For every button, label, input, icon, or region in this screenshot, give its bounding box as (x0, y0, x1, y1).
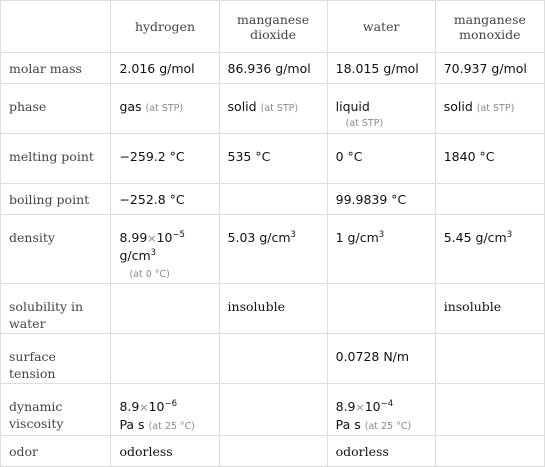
cell-hydrogen-surface-tension (111, 334, 219, 384)
cell-mno2-density (219, 215, 327, 284)
cell-mno2-phase (219, 84, 327, 134)
phase-value: liquid (335, 99, 370, 114)
viscosity-exponent: −6 (164, 399, 177, 409)
cell-mno-density (435, 215, 544, 284)
cell-mno-molar-mass: 70.937 g/mol (435, 53, 544, 84)
viscosity-unit: Pa s (335, 417, 361, 432)
viscosity-mantissa: 8.9 (335, 399, 356, 414)
phase-note: (at STP) (345, 118, 384, 129)
cell-water-viscosity (327, 384, 435, 436)
row-label-melting-point: melting point (1, 134, 111, 184)
column-header-hydrogen: hydrogen (111, 1, 219, 53)
cell-mno-phase (435, 84, 544, 134)
column-header-water: water (327, 1, 435, 53)
density-exponent: −5 (172, 230, 185, 240)
table-row-molar-mass (1, 53, 545, 84)
cell-mno2-boiling-point (219, 184, 327, 215)
row-label-solubility: solubility in water (1, 284, 111, 334)
cell-water-density (327, 215, 435, 284)
cell-mno2-melting-point: 535 °C (219, 134, 327, 184)
cell-water-phase (327, 84, 435, 134)
table-row-boiling-point (1, 184, 545, 215)
cell-mno-solubility: insoluble (435, 284, 544, 334)
table-row-phase (1, 84, 545, 134)
row-label-density: density (1, 215, 111, 284)
density-unit-exponent: 3 (290, 230, 296, 240)
viscosity-note: (at 25 °C) (364, 421, 412, 432)
row-label-odor: odor (1, 436, 111, 467)
row-label-molar-mass: molar mass (1, 53, 111, 84)
density-value: 5.03 g/cm (227, 230, 291, 245)
cell-mno2-solubility: insoluble (219, 284, 327, 334)
table-row-melting-point (1, 134, 545, 184)
corner-cell (1, 1, 111, 53)
cell-hydrogen-density (111, 215, 219, 284)
cell-mno-surface-tension (435, 334, 544, 384)
cell-mno2-viscosity (219, 384, 327, 436)
density-unit-exponent: 3 (378, 230, 385, 240)
cell-hydrogen-melting-point: −259.2 °C (111, 134, 219, 184)
cell-hydrogen-odor: odorless (111, 436, 219, 467)
viscosity-unit: Pa s (119, 417, 145, 432)
viscosity-mantissa: 8.9 (119, 399, 140, 414)
table-row-surface-tension (1, 334, 545, 384)
cell-mno2-surface-tension (219, 334, 327, 384)
cell-water-solubility (327, 284, 435, 334)
cell-hydrogen-phase (111, 84, 219, 134)
column-header-manganese-dioxide: manganese dioxide (219, 1, 327, 53)
density-value: 1 g/cm (335, 230, 379, 245)
cell-hydrogen-solubility (111, 284, 219, 334)
cell-water-odor: odorless (327, 436, 435, 467)
density-base: 10 (156, 230, 173, 245)
table-row-solubility (1, 284, 545, 334)
viscosity-base: 10 (364, 399, 381, 414)
cell-water-surface-tension: 0.0728 N/m (327, 334, 435, 384)
viscosity-exponent: −4 (380, 399, 394, 409)
times-sign: × (147, 232, 157, 245)
phase-value: solid (227, 99, 257, 114)
table-row-odor (1, 436, 545, 467)
cell-mno2-odor (219, 436, 327, 467)
row-label-phase: phase (1, 84, 111, 134)
viscosity-note: (at 25 °C) (148, 421, 196, 432)
cell-hydrogen-boiling-point: −252.8 °C (111, 184, 219, 215)
viscosity-base: 10 (148, 399, 165, 414)
phase-note: (at STP) (260, 103, 299, 114)
density-mantissa: 8.99 (119, 230, 148, 245)
cell-hydrogen-viscosity (111, 384, 219, 436)
phase-value: solid (443, 99, 473, 114)
cell-mno-viscosity (435, 384, 544, 436)
header-row (1, 1, 545, 53)
density-unit-exponent: 3 (150, 248, 157, 258)
phase-value: gas (119, 99, 142, 114)
density-value: 5.45 g/cm (443, 230, 507, 245)
phase-note: (at STP) (145, 103, 184, 114)
table-row-density (1, 215, 545, 284)
density-unit: g/cm (119, 248, 151, 263)
row-label-boiling-point: boiling point (1, 184, 111, 215)
times-sign: × (355, 401, 365, 414)
cell-mno2-molar-mass: 86.936 g/mol (219, 53, 327, 84)
cell-water-melting-point: 0 °C (327, 134, 435, 184)
cell-hydrogen-molar-mass: 2.016 g/mol (111, 53, 219, 84)
cell-mno-melting-point: 1840 °C (435, 134, 544, 184)
row-label-dynamic-viscosity: dynamic viscosity (1, 384, 111, 436)
cell-mno-odor (435, 436, 544, 467)
times-sign: × (139, 401, 149, 414)
density-unit-exponent: 3 (506, 230, 513, 240)
table-row-dynamic-viscosity (1, 384, 545, 436)
phase-note: (at STP) (476, 103, 515, 114)
cell-water-boiling-point: 99.9839 °C (327, 184, 435, 215)
cell-water-molar-mass: 18.015 g/mol (327, 53, 435, 84)
density-note: (at 0 °C) (129, 269, 170, 280)
column-header-manganese-monoxide: manganese monoxide (435, 1, 544, 53)
row-label-surface-tension: surface tension (1, 334, 111, 384)
cell-mno-boiling-point (435, 184, 544, 215)
